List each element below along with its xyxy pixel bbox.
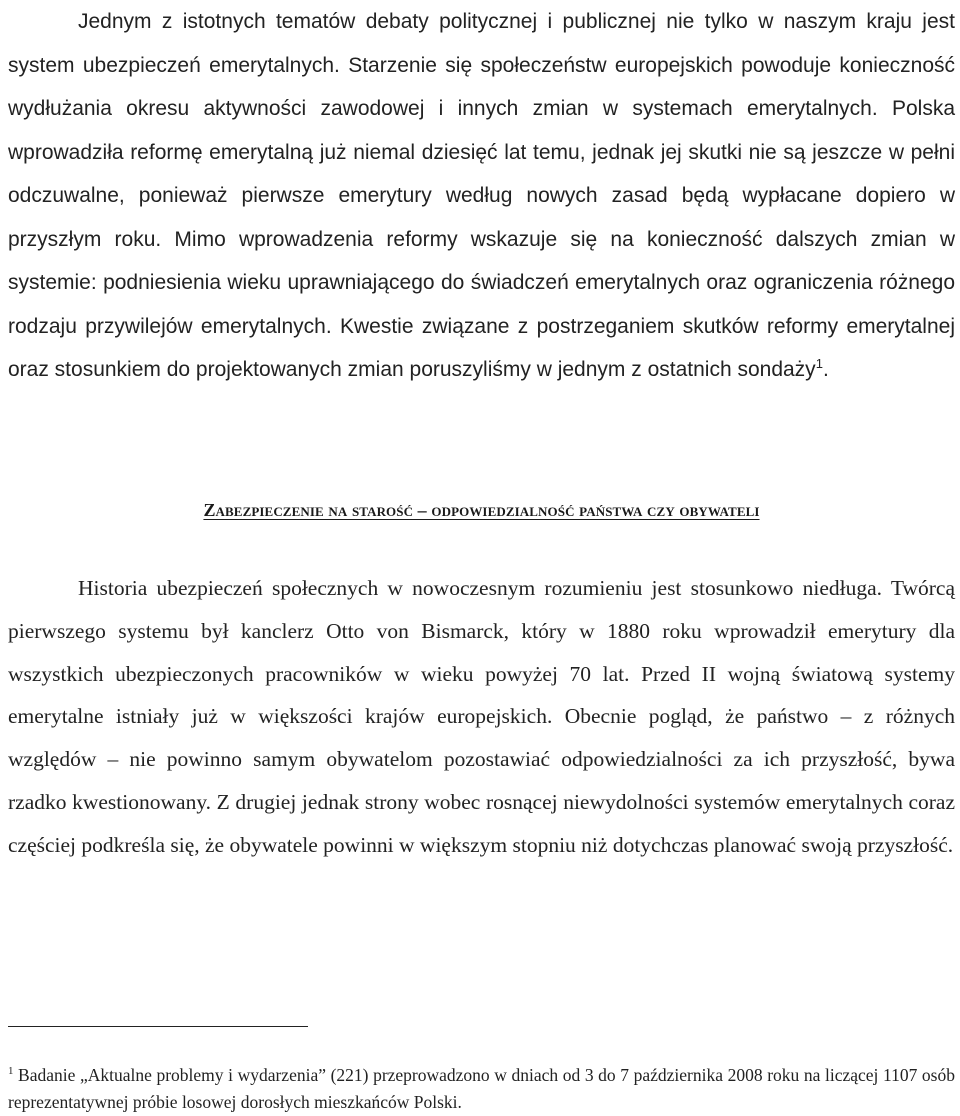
intro-paragraph-text: Jednym z istotnych tematów debaty politycznej i publicznej nie tylko w naszym kraju jest system ubezpieczeń emerytalnych. Starzenie się społeczeństw europejskich powoduje konieczność wydłużania okresu aktywności zawodowej i innych zmian w systemach emerytalnych. Polska wprowadziła reformę emerytalną już niemal dziesięć lat temu, jednak jej skutki nie są jeszcze w pełni odczuwalne, ponieważ pierwsze emerytury według nowych zasad będą wypłacane dopiero w przyszłym roku. Mimo wprowadzenia reformy wskazuje się na konieczność dalszych zmian w systemie: podniesienia wieku uprawniającego do świadczeń emerytalnych oraz ograniczenia różnego rodzaju przywilejów emerytalnych. Kwestie związane z postrzeganiem skutków reformy emerytalnej oraz stosunkiem do projektowanych zmian poruszyliśmy w jednym z ostatnich sondaży: [8, 10, 955, 381]
intro-paragraph: [8, 0, 955, 392]
footnote-separator: [8, 1026, 308, 1027]
footnote-number: 1: [8, 1065, 14, 1078]
intro-paragraph-end: .: [822, 358, 829, 381]
footnote-text: Badanie „Aktualne problemy i wydarzenia” (221) przeprowadzono w dniach od 3 do 7 października 2008 roku na liczącej 1107 osób reprezentatywnej próbie losowej dorosłych mieszkańców Polski.: [8, 1065, 955, 1112]
footnote: [8, 1062, 955, 1116]
history-paragraph: Historia ubezpieczeń społecznych w nowoczesnym rozumieniu jest stosunkowo niedługa. Twórcą pierwszego systemu był kanclerz Otto von Bismarck, który w 1880 roku wprowadził emerytury dla wszystkich ubezpieczonych pracowników w wieku powyżej 70 lat. Przed II wojną światową systemy emerytalne istniały już w większości krajów europejskich. Obecnie pogląd, że państwo – z różnych względów – nie powinno samym obywatelom pozostawiać odpowiedzialności za ich przyszłość, bywa rzadko kwestionowany. Z drugiej jednak strony wobec rosnącej niewydolności systemów emerytalnych coraz częściej podkreśla się, że obywatele powinni w większym stopniu niż dotychczas planować swoją przyszłość.: [8, 576, 955, 857]
footnote-reference[interactable]: 1: [815, 356, 823, 371]
section-heading: Zabezpieczenie na starość – odpowiedzialność państwa czy obywateli: [203, 500, 760, 520]
